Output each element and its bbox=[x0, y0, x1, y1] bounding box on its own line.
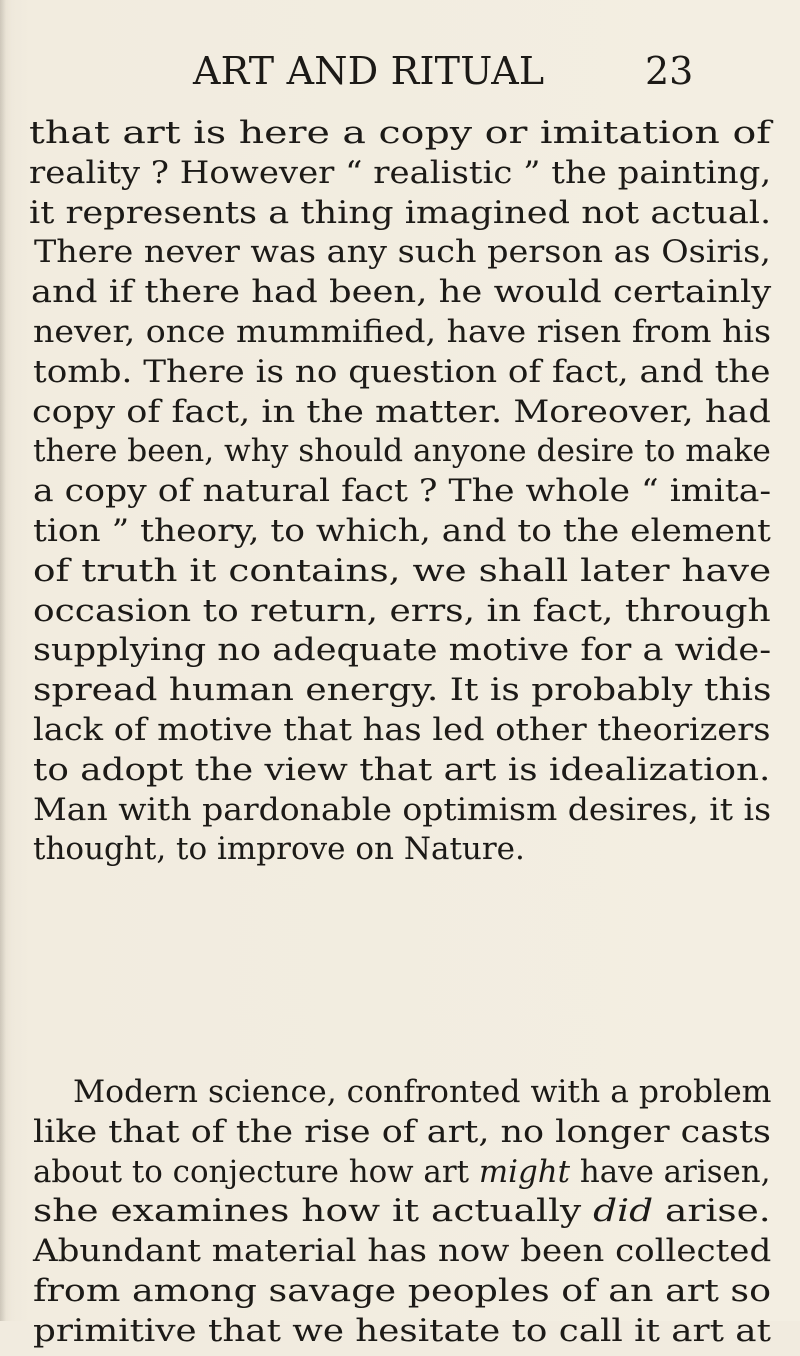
text-line: copy of fact, in the matter. Moreover, had bbox=[32, 393, 771, 430]
text-line: reality ? However “ realistic ” the painting, bbox=[29, 154, 772, 191]
text-line: and if there had been, he would certainly bbox=[31, 274, 772, 311]
text-run: have arisen, bbox=[570, 1153, 771, 1190]
text-run: arise. bbox=[653, 1193, 771, 1230]
text-line: spread human energy. It is probably this bbox=[33, 672, 772, 709]
text-line: occasion to return, errs, in fact, through bbox=[33, 592, 771, 629]
text-line: lack of motive that has led other theorizers bbox=[33, 712, 771, 748]
text-line: There never was any such person as Osiris, bbox=[34, 234, 771, 271]
running-head-title: ART AND RITUAL bbox=[193, 49, 545, 93]
text-line: a copy of natural fact ? The whole “ imita- bbox=[33, 473, 772, 510]
text-run: about to conjecture how art bbox=[33, 1153, 479, 1190]
text-line: supplying no adequate motive for a wide- bbox=[33, 632, 772, 669]
running-head bbox=[0, 46, 800, 96]
text-line: tion ” theory, to which, and to the element bbox=[33, 513, 771, 549]
page-number: 23 bbox=[645, 49, 694, 93]
text-line: that art is here a copy or imitation of bbox=[29, 115, 771, 151]
text-line: it represents a thing imagined not actual. bbox=[29, 194, 772, 231]
text-line: never, once mummified, have risen from his bbox=[33, 314, 772, 350]
text-line: there been, why should anyone desire to make bbox=[33, 433, 771, 470]
emphasis-text: might bbox=[478, 1153, 571, 1190]
emphasis-text: did bbox=[593, 1193, 654, 1230]
text-line: Man with pardonable optimism desires, it is bbox=[33, 791, 772, 828]
text-line: Modern science, confronted with a problem bbox=[73, 1074, 772, 1110]
text-line: primitive that we hesitate to call it art at bbox=[33, 1312, 771, 1349]
text-line: Abundant material has now been collected bbox=[33, 1233, 772, 1270]
text-line: thought, to improve on Nature. bbox=[33, 831, 525, 868]
text-line: from among savage peoples of an art so bbox=[33, 1273, 772, 1309]
text-line: of truth it contains, we shall later have bbox=[33, 552, 772, 589]
text-run: she examines how it actually bbox=[33, 1193, 594, 1230]
text-line: to adopt the view that art is idealization. bbox=[33, 751, 771, 788]
page-gutter-shadow bbox=[0, 0, 6, 1321]
text-line: like that of the rise of art, no longer casts bbox=[33, 1113, 771, 1150]
text-line: tomb. There is no question of fact, and the bbox=[33, 353, 771, 390]
